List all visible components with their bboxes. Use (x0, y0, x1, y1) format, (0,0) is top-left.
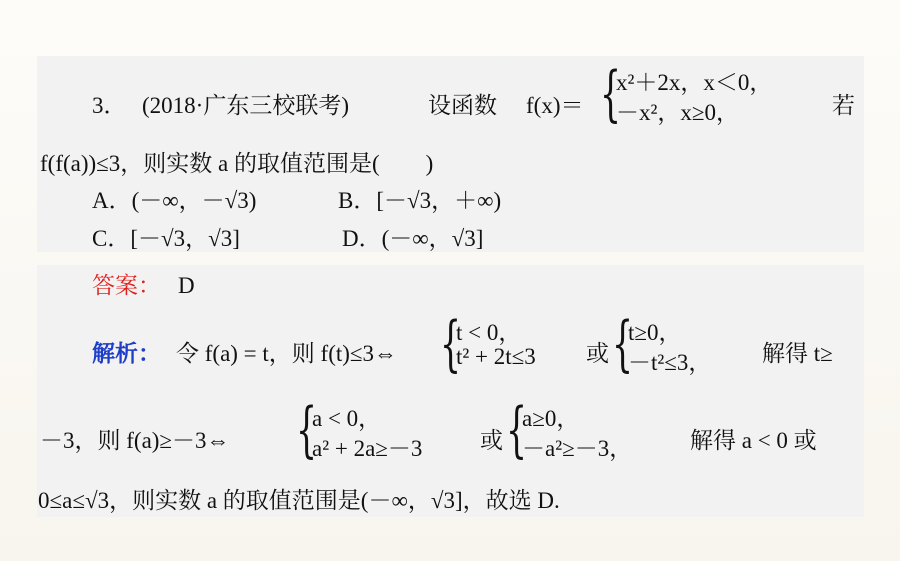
brace-icon: { (296, 395, 318, 465)
option-a: A．(－∞，－√3) (92, 188, 257, 213)
or-word-2: 或 (480, 428, 503, 453)
piecewise-case-1: x²＋2x，x＜0， (616, 70, 773, 95)
question-line-2: f(f(a))≤3，则实数 a 的取值范围是( ) (40, 151, 434, 176)
system-3-row-2: a² + 2a≥－3 (312, 436, 423, 461)
brace-icon: { (440, 309, 462, 379)
option-b: B．[－√3，＋∞) (338, 188, 502, 213)
answer-box (37, 265, 864, 517)
analysis-line-2a: －3，则 f(a)≥－3⇔ (40, 428, 230, 453)
option-c: C．[－√3，√3] (92, 226, 240, 251)
analysis-line-1a: 令 f(a) = t，则 f(t)≤3⇔ (176, 341, 398, 366)
brace-icon: { (506, 395, 528, 465)
system-4-row-1: a≥0， (522, 406, 580, 431)
system-2-row-1: t≥0， (628, 320, 682, 345)
question-ruo: 若 (832, 93, 855, 118)
question-number: 3． (92, 93, 127, 118)
analysis-label: 解析： (92, 341, 161, 366)
analysis-line-3: 0≤a≤√3，则实数 a 的取值范围是(－∞，√3]，故选 D. (38, 488, 560, 513)
question-source: (2018·广东三校联考) (142, 93, 349, 118)
system-2-row-2: －t²≤3， (628, 350, 712, 375)
question-lead: 设函数 (428, 93, 497, 118)
brace-icon: { (600, 59, 622, 129)
or-word-1: 或 (586, 341, 609, 366)
brace-icon: { (612, 309, 634, 379)
system-1-row-1: t < 0， (456, 320, 522, 345)
analysis-line-2b: 解得 a < 0 或 (690, 428, 817, 453)
piecewise-case-2: －x²，x≥0， (616, 100, 740, 125)
function-name: f(x)＝ (526, 93, 584, 118)
system-1-row-2: t² + 2t≤3 (456, 344, 536, 369)
analysis-line-1b: 解得 t≥ (762, 341, 833, 366)
answer-value: D (178, 273, 195, 298)
answer-label: 答案： (92, 273, 161, 298)
option-d: D．(－∞，√3] (342, 226, 484, 251)
system-3-row-1: a < 0， (312, 406, 382, 431)
system-4-row-2: －a²≥－3， (522, 436, 633, 461)
